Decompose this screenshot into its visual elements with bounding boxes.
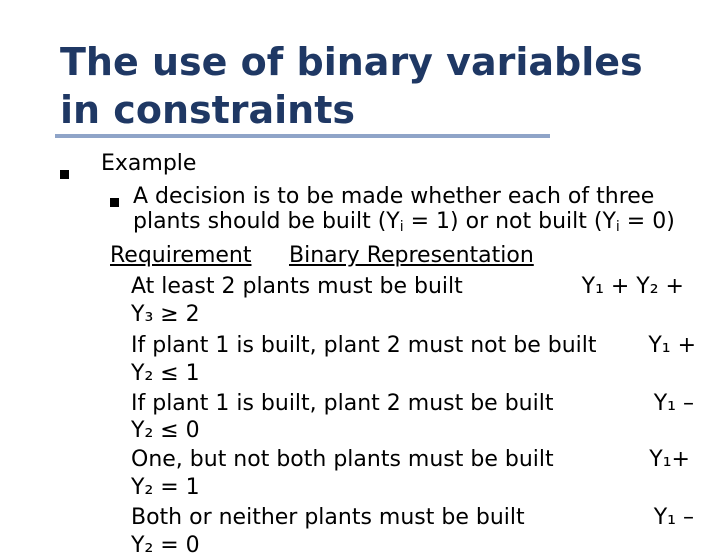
title-underline <box>55 134 550 138</box>
expression-row-3-top: Y₁ – <box>653 391 694 416</box>
subscript-i: i <box>399 219 404 235</box>
expression-row-5-top: Y₁ – <box>653 505 694 530</box>
requirement-row-5: Both or neither plants must be built <box>131 505 525 530</box>
level2-text-c: = 0) <box>619 209 675 234</box>
expression-row-4-top: Y₁+ <box>649 447 690 472</box>
requirement-row-3: If plant 1 is built, plant 2 must be built <box>131 391 554 416</box>
expression-row-4-bottom: Y₂ = 1 <box>131 475 200 500</box>
expression-row-3-bottom: Y₂ ≤ 0 <box>131 418 200 443</box>
level2-text-b: = 1) or not built (Y <box>403 209 616 234</box>
expression-row-1-top: Y₁ + Y₂ + <box>581 274 684 299</box>
subscript-i: i <box>615 219 620 235</box>
level2-text-a: plants should be built (Y <box>133 209 400 234</box>
expression-row-1-bottom: Y₃ ≥ 2 <box>131 302 200 327</box>
expression-row-2-bottom: Y₂ ≤ 1 <box>131 361 200 386</box>
table-header-binary-representation: Binary Representation <box>289 243 534 268</box>
slide-title: The use of binary variables in constraints <box>60 40 643 132</box>
requirement-row-2: If plant 1 is built, plant 2 must not be built <box>131 333 597 358</box>
level2-line-1: A decision is to be made whether each of three <box>133 184 655 209</box>
expression-row-2-top: Y₁ + <box>648 333 696 358</box>
bullet-square-icon <box>60 170 69 179</box>
bullet-square-icon <box>110 198 119 207</box>
table-header-requirement: Requirement <box>110 243 252 268</box>
expression-row-5-bottom: Y₂ = 0 <box>131 533 200 558</box>
requirement-row-1: At least 2 plants must be built <box>131 274 463 299</box>
requirement-row-4: One, but not both plants must be built <box>131 447 554 472</box>
level1-text: Example <box>101 151 197 176</box>
level2-line-2 <box>133 207 675 236</box>
